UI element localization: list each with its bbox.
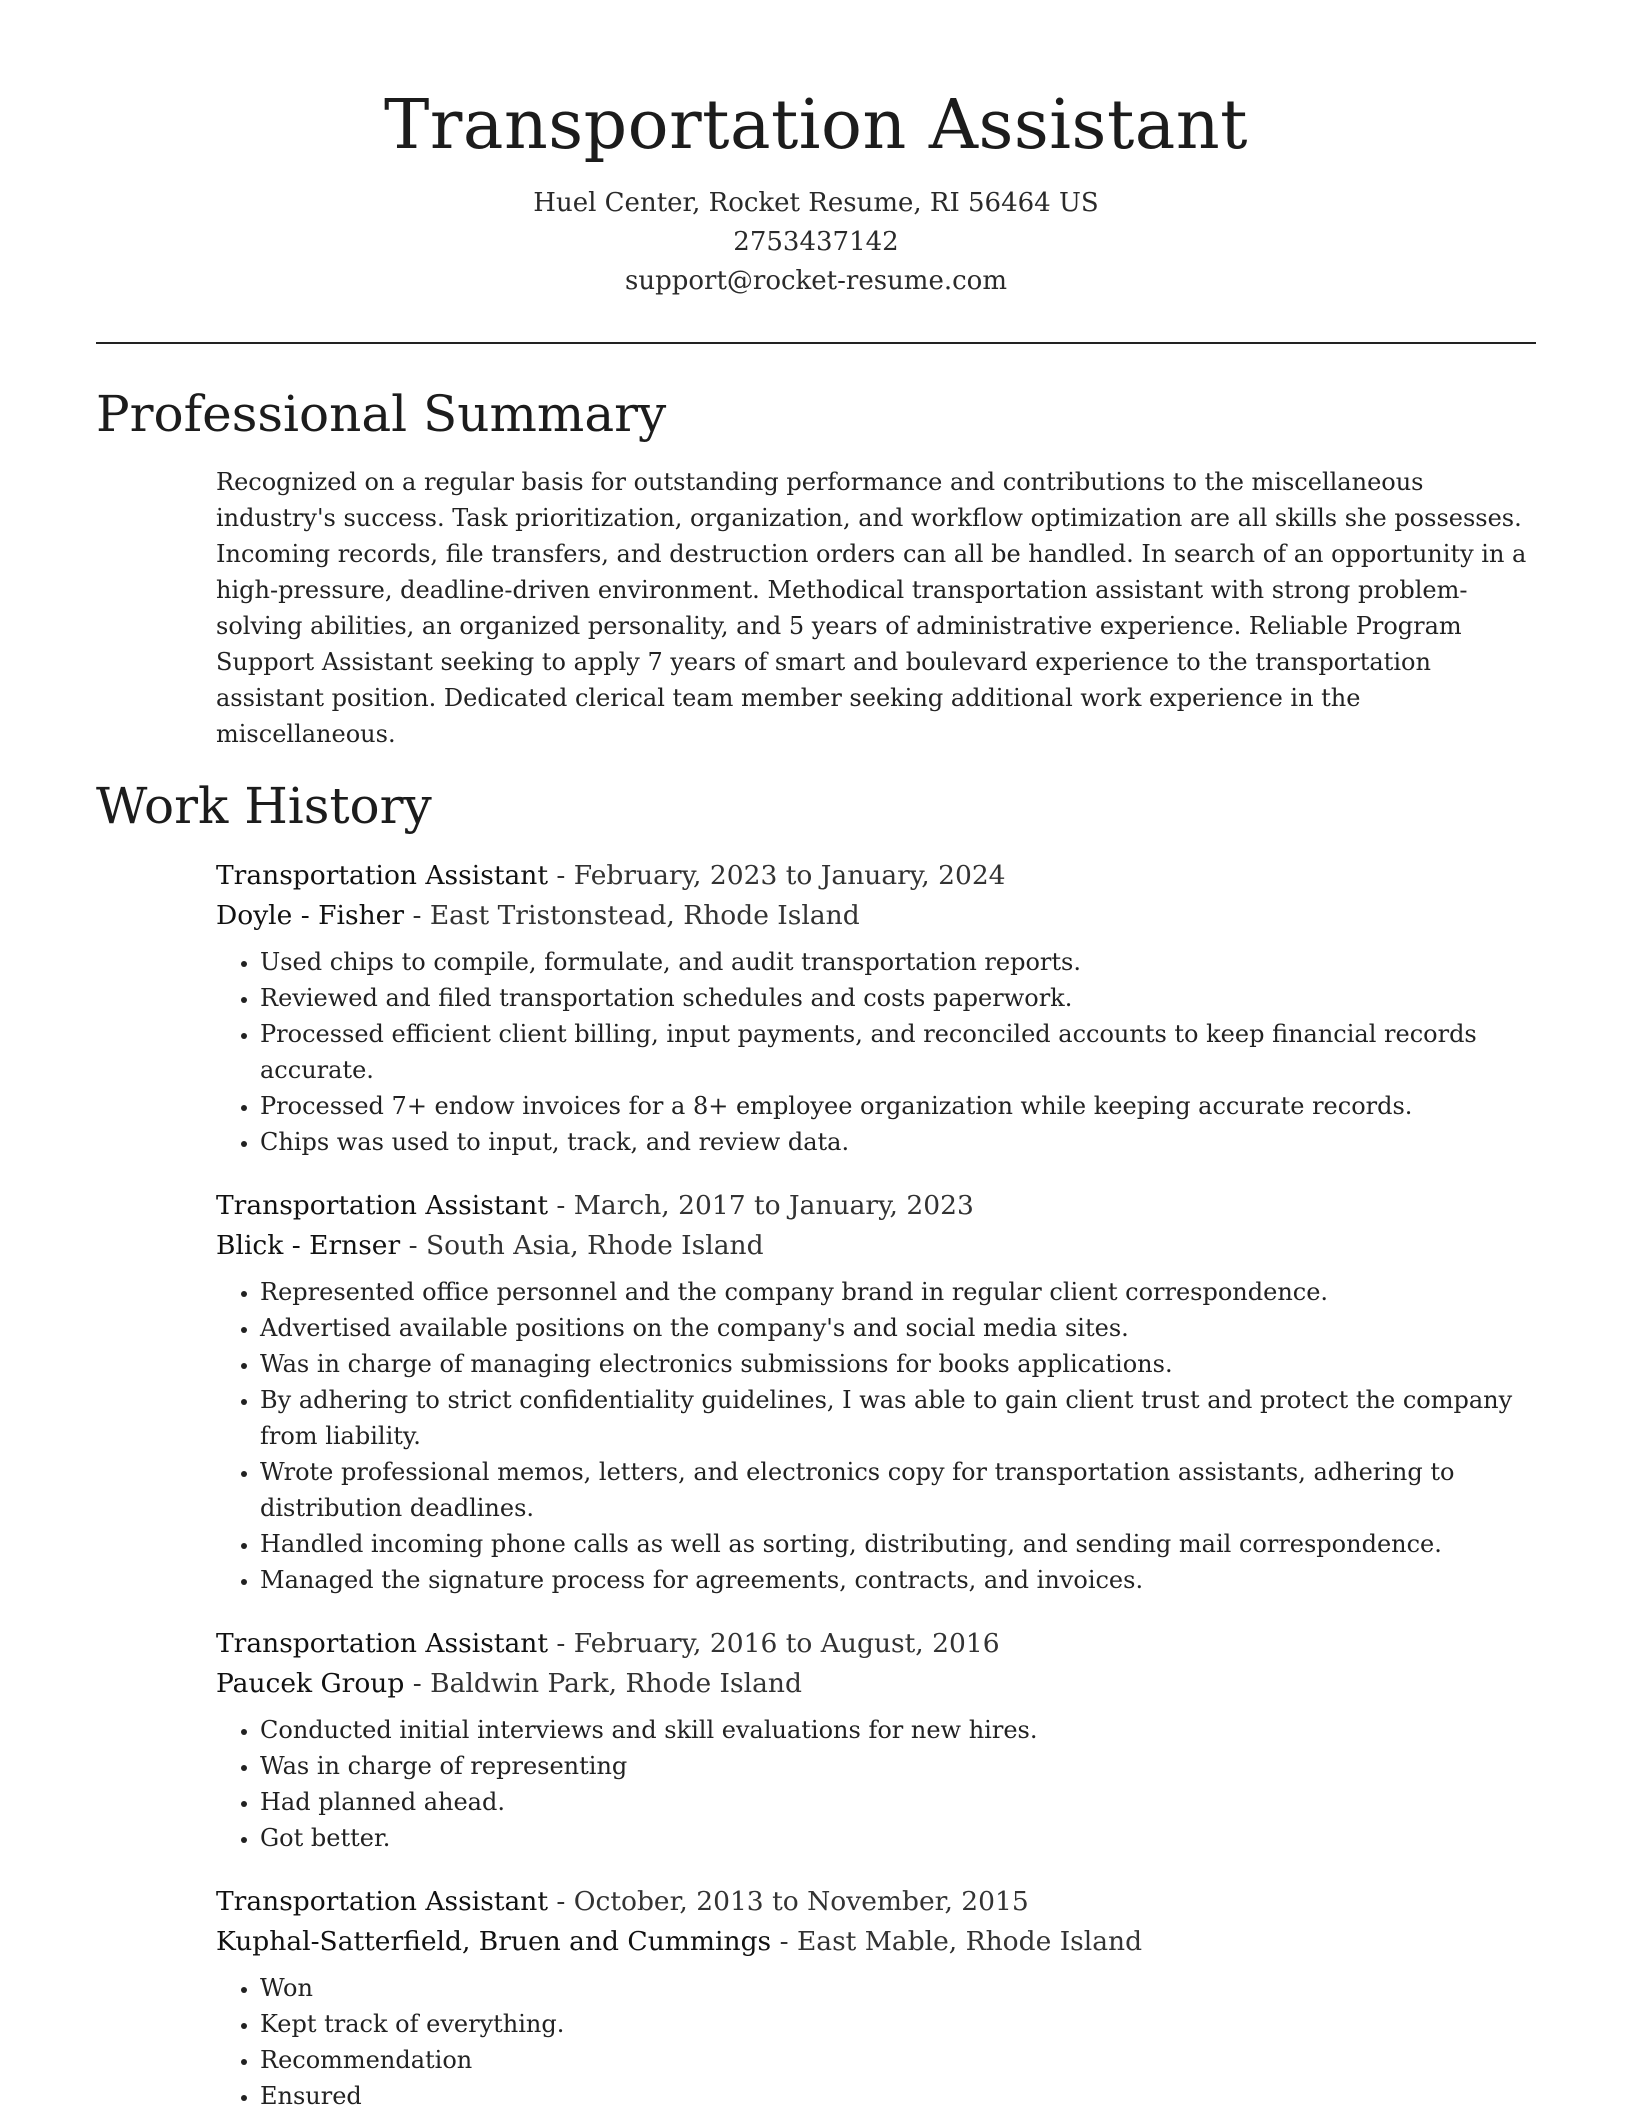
- list-item: • Conducted initial interviews and skill evaluations for new hires.: [260, 1712, 1536, 1748]
- job-role: Transportation Assistant: [216, 1886, 548, 1917]
- job-entry: [216, 1624, 1536, 1856]
- job-bullets: [216, 944, 1536, 1160]
- list-item: • Represented office personnel and the company brand in regular client correspondence.: [260, 1274, 1536, 1310]
- job-bullets: [216, 1970, 1536, 2114]
- list-item: • Won: [260, 1970, 1536, 2006]
- list-item: • Wrote professional memos, letters, and electronics copy for transportation assistants, adhering to distribution deadlines.: [260, 1454, 1536, 1526]
- job-role: Transportation Assistant: [216, 860, 548, 891]
- work-history-heading: Work History: [96, 777, 432, 835]
- job-company-line: [216, 1922, 1536, 1962]
- job-dates: - March, 2017 to January, 2023: [548, 1190, 974, 1221]
- job-entry: [216, 856, 1536, 1160]
- list-item: • Advertised available positions on the company's and social media sites.: [260, 1310, 1536, 1346]
- summary-heading: Professional Summary: [96, 385, 667, 443]
- list-item: • Managed the signature process for agreements, contracts, and invoices.: [260, 1562, 1536, 1598]
- job-dates: - February, 2016 to August, 2016: [548, 1628, 1000, 1659]
- job-entry: [216, 1882, 1536, 2114]
- job-company: Blick - Ernser: [216, 1230, 401, 1261]
- list-item: • Chips was used to input, track, and review data.: [260, 1124, 1536, 1160]
- summary-text: Recognized on a regular basis for outstanding performance and contributions to the miscellaneous industry's success. Task prioritization, organization, and workflow optimization are all skills she possesses. Incoming records, file transfers, and destruction orders can all be handled. In search of an opportunity in a high-pressure, deadline-driven environment. Methodical transportation assistant with strong problem-solving abilities, an organized personality, and 5 years of administrative experience. Reliable Program Support Assistant seeking to apply 7 years of smart and boulevard experience to the transportation assistant position. Dedicated clerical team member seeking additional work experience in the miscellaneous.: [216, 468, 1527, 748]
- job-location: - East Mable, Rhode Island: [771, 1926, 1143, 1957]
- job-bullets: [216, 1274, 1536, 1598]
- list-item: • Recommendation: [260, 2042, 1536, 2078]
- job-company-line: [216, 896, 1536, 936]
- address: Huel Center, Rocket Resume, RI 56464 US: [533, 188, 1099, 218]
- list-item: • Kept track of everything.: [260, 2006, 1536, 2042]
- job-location: - South Asia, Rhode Island: [400, 1230, 764, 1261]
- job-title-line: [216, 1624, 1536, 1664]
- job-role: Transportation Assistant: [216, 1628, 548, 1659]
- list-item: • By adhering to strict confidentiality guidelines, I was able to gain client trust and protect the company from liability.: [260, 1382, 1536, 1454]
- job-title-line: [216, 856, 1536, 896]
- job-company-line: [216, 1226, 1536, 1266]
- job-company-line: [216, 1664, 1536, 1704]
- list-item: • Used chips to compile, formulate, and audit transportation reports.: [260, 944, 1536, 980]
- job-bullets: [216, 1712, 1536, 1856]
- email: support@rocket-resume.com: [624, 266, 1007, 296]
- list-item: • Had planned ahead.: [260, 1784, 1536, 1820]
- work-history-list: [216, 856, 1536, 2114]
- list-item: • Processed 7+ endow invoices for a 8+ employee organization while keeping accurate records.: [260, 1088, 1536, 1124]
- job-company: Doyle - Fisher: [216, 900, 405, 931]
- job-company: Kuphal-Satterfield, Bruen and Cummings: [216, 1926, 772, 1957]
- list-item: • Processed efficient client billing, input payments, and reconciled accounts to keep financial records accurate.: [260, 1016, 1536, 1088]
- list-item: • Was in charge of managing electronics submissions for books applications.: [260, 1346, 1536, 1382]
- list-item: • Handled incoming phone calls as well as sorting, distributing, and sending mail correspondence.: [260, 1526, 1536, 1562]
- job-role: Transportation Assistant: [216, 1190, 548, 1221]
- job-title-line: [216, 1186, 1536, 1226]
- job-title-line: [216, 1882, 1536, 1922]
- resume-body: [96, 378, 1536, 2114]
- header-divider: [96, 342, 1536, 344]
- job-location: - Baldwin Park, Rhode Island: [404, 1668, 802, 1699]
- job-location: - East Tristonstead, Rhode Island: [404, 900, 860, 931]
- job-entry: [216, 1186, 1536, 1598]
- job-dates: - October, 2013 to November, 2015: [548, 1886, 1029, 1917]
- list-item: • Was in charge of representing: [260, 1748, 1536, 1784]
- resume-header: [0, 0, 1632, 301]
- list-item: • Reviewed and filed transportation schedules and costs paperwork.: [260, 980, 1536, 1016]
- job-company: Paucek Group: [216, 1668, 405, 1699]
- list-item: • Got better.: [260, 1820, 1536, 1856]
- job-dates: - February, 2023 to January, 2024: [548, 860, 1006, 891]
- list-item: • Ensured: [260, 2078, 1536, 2114]
- candidate-title: Transportation Assistant: [384, 86, 1248, 165]
- phone: 2753437142: [733, 227, 899, 257]
- contact-info: [0, 184, 1632, 301]
